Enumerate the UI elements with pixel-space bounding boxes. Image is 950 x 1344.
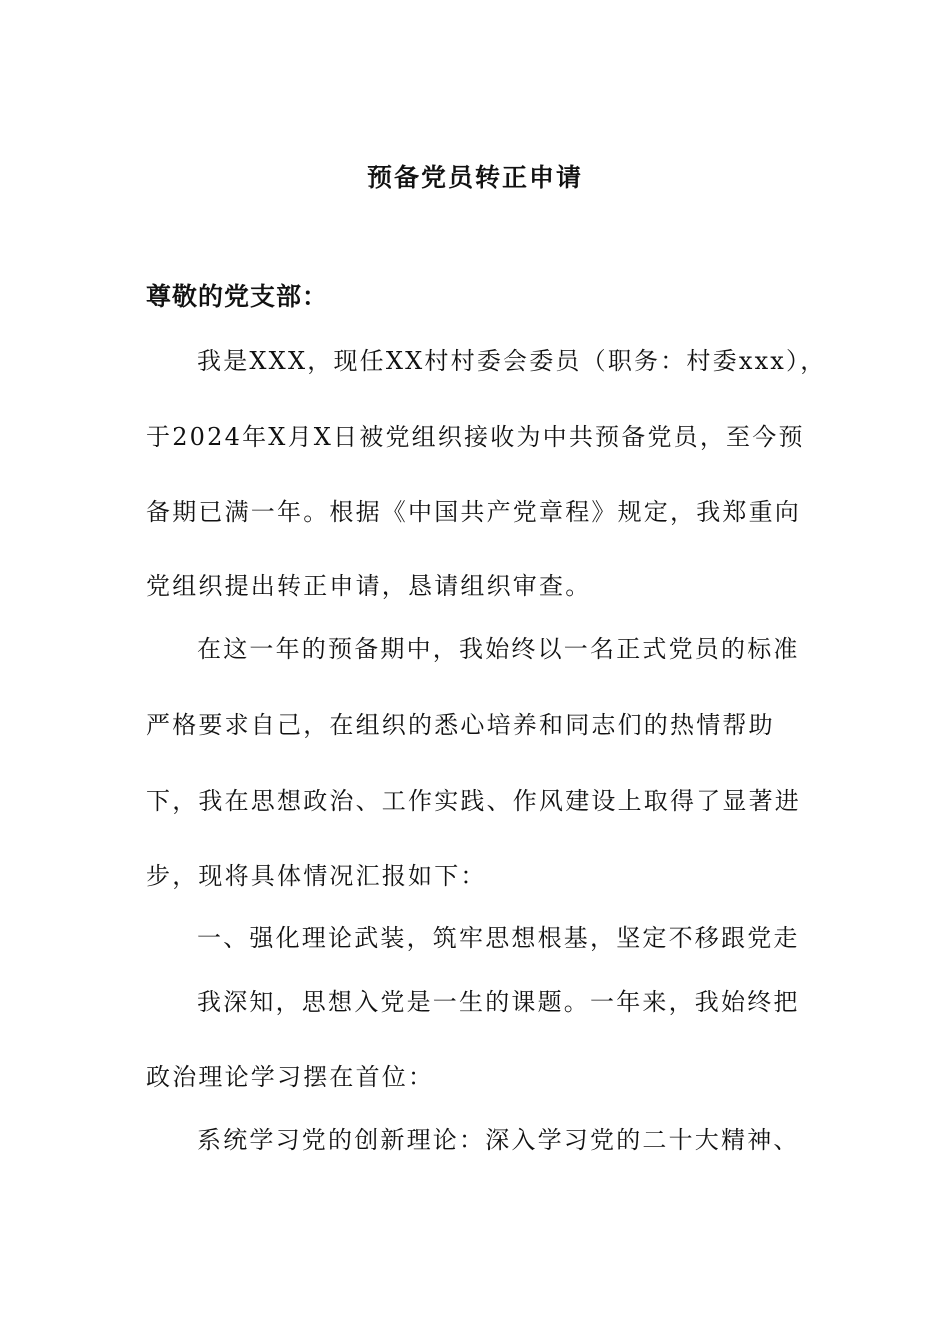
paragraph-line-6: 严格要求自己，在组织的悉心培养和同志们的热情帮助 [146,711,775,739]
section-heading-1: 一、强化理论武装，筑牢思想根基，坚定不移跟党走 [197,924,800,952]
paragraph-line-12: 系统学习党的创新理论：深入学习党的二十大精神、 [197,1126,800,1154]
paragraph-line-8: 步，现将具体情况汇报如下： [146,862,487,890]
paragraph-line-10: 我深知，思想入党是一生的课题。一年来，我始终把 [197,988,800,1016]
paragraph-line-2: 于2024年X月X日被党组织接收为中共预备党员，至今预 [146,423,805,451]
document-title: 预备党员转正申请 [366,163,583,192]
paragraph-line-3: 备期已满一年。根据《中国共产党章程》规定，我郑重向 [146,498,801,526]
salutation: 尊敬的党支部： [146,282,329,311]
paragraph-line-4: 党组织提出转正申请，恳请组织审查。 [146,572,592,600]
paragraph-line-7: 下，我在思想政治、工作实践、作风建设上取得了显著进 [146,787,801,815]
paragraph-line-5: 在这一年的预备期中，我始终以一名正式党员的标准 [197,635,800,663]
paragraph-line-11: 政治理论学习摆在首位： [146,1063,435,1091]
paragraph-line-1: 我是XXX，现任XX村村委会委员（职务：村委xxx）， [197,347,827,375]
